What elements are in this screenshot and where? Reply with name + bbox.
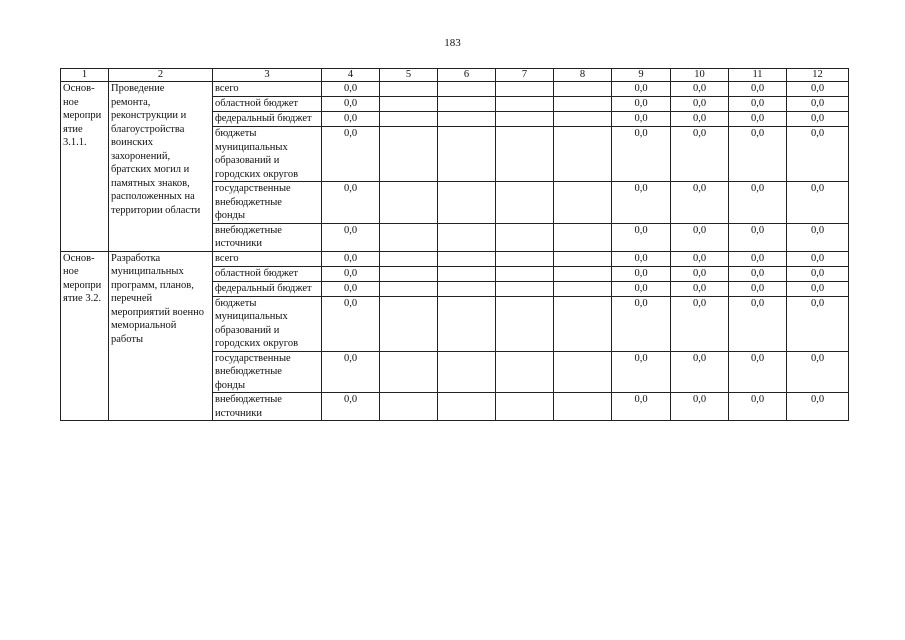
value-cell: 0,0 — [671, 281, 729, 296]
value-cell — [380, 97, 438, 112]
value-cell — [496, 223, 554, 251]
value-cell: 0,0 — [612, 112, 671, 127]
value-cell — [496, 182, 554, 224]
value-cell — [438, 266, 496, 281]
page-number: 183 — [444, 37, 461, 49]
value-cell: 0,0 — [671, 393, 729, 421]
value-cell — [496, 351, 554, 393]
value-cell — [380, 182, 438, 224]
funding-source: внебюджетные источники — [213, 393, 322, 421]
value-cell: 0,0 — [612, 82, 671, 97]
value-cell — [554, 296, 612, 351]
value-cell: 0,0 — [322, 223, 380, 251]
value-cell — [496, 82, 554, 97]
column-header: 1 — [61, 69, 109, 82]
value-cell — [554, 82, 612, 97]
measure-code: Основ- ное меропри ятие 3.2. — [61, 251, 109, 421]
value-cell: 0,0 — [787, 112, 849, 127]
measure-description: Разработка муниципальных программ, планов, перечней мероприятий военно мемориальной работы — [109, 251, 213, 421]
value-cell — [554, 182, 612, 224]
value-cell — [496, 296, 554, 351]
value-cell: 0,0 — [787, 182, 849, 224]
value-cell: 0,0 — [787, 223, 849, 251]
table-row — [61, 82, 849, 97]
value-cell: 0,0 — [612, 351, 671, 393]
value-cell: 0,0 — [322, 97, 380, 112]
value-cell — [380, 296, 438, 351]
measure-code: Основ- ное меропри ятие 3.1.1. — [61, 82, 109, 252]
value-cell — [438, 127, 496, 182]
value-cell: 0,0 — [729, 82, 787, 97]
value-cell: 0,0 — [671, 296, 729, 351]
value-cell: 0,0 — [671, 223, 729, 251]
value-cell — [438, 281, 496, 296]
value-cell — [438, 97, 496, 112]
value-cell: 0,0 — [612, 97, 671, 112]
value-cell — [496, 266, 554, 281]
value-cell: 0,0 — [671, 251, 729, 266]
value-cell: 0,0 — [729, 112, 787, 127]
value-cell: 0,0 — [612, 127, 671, 182]
value-cell: 0,0 — [322, 393, 380, 421]
funding-source: федеральный бюджет — [213, 112, 322, 127]
value-cell: 0,0 — [729, 296, 787, 351]
column-header: 3 — [213, 69, 322, 82]
value-cell: 0,0 — [787, 266, 849, 281]
value-cell: 0,0 — [322, 112, 380, 127]
value-cell — [554, 127, 612, 182]
value-cell — [380, 266, 438, 281]
value-cell: 0,0 — [322, 351, 380, 393]
value-cell — [380, 281, 438, 296]
value-cell: 0,0 — [612, 296, 671, 351]
value-cell — [380, 82, 438, 97]
funding-source: бюджеты муниципальных образований и городских округов — [213, 127, 322, 182]
value-cell — [438, 82, 496, 97]
funding-source: областной бюджет — [213, 266, 322, 281]
value-cell: 0,0 — [322, 182, 380, 224]
value-cell: 0,0 — [729, 127, 787, 182]
column-header: 11 — [729, 69, 787, 82]
table-row — [61, 251, 849, 266]
value-cell: 0,0 — [612, 266, 671, 281]
value-cell — [380, 251, 438, 266]
value-cell: 0,0 — [787, 393, 849, 421]
value-cell: 0,0 — [322, 127, 380, 182]
value-cell — [496, 281, 554, 296]
value-cell: 0,0 — [729, 251, 787, 266]
value-cell — [380, 393, 438, 421]
value-cell — [554, 266, 612, 281]
value-cell: 0,0 — [322, 266, 380, 281]
value-cell: 0,0 — [787, 351, 849, 393]
value-cell: 0,0 — [729, 182, 787, 224]
column-header: 2 — [109, 69, 213, 82]
value-cell: 0,0 — [322, 281, 380, 296]
value-cell — [554, 281, 612, 296]
value-cell: 0,0 — [729, 351, 787, 393]
value-cell: 0,0 — [671, 112, 729, 127]
column-header: 8 — [554, 69, 612, 82]
value-cell — [380, 223, 438, 251]
value-cell: 0,0 — [729, 97, 787, 112]
value-cell — [554, 97, 612, 112]
column-header: 12 — [787, 69, 849, 82]
funding-source: внебюджетные источники — [213, 223, 322, 251]
value-cell: 0,0 — [787, 82, 849, 97]
value-cell: 0,0 — [322, 82, 380, 97]
value-cell — [438, 296, 496, 351]
value-cell: 0,0 — [671, 97, 729, 112]
budget-table — [60, 68, 849, 421]
value-cell: 0,0 — [671, 266, 729, 281]
value-cell — [496, 251, 554, 266]
value-cell: 0,0 — [729, 393, 787, 421]
value-cell — [438, 251, 496, 266]
value-cell — [496, 112, 554, 127]
value-cell: 0,0 — [612, 281, 671, 296]
value-cell — [554, 351, 612, 393]
value-cell: 0,0 — [671, 182, 729, 224]
value-cell: 0,0 — [729, 281, 787, 296]
column-header: 10 — [671, 69, 729, 82]
value-cell — [496, 393, 554, 421]
value-cell: 0,0 — [612, 182, 671, 224]
funding-source: бюджеты муниципальных образований и городских округов — [213, 296, 322, 351]
value-cell — [554, 393, 612, 421]
measure-description: Проведение ремонта, реконструкции и благоустройства воинских захоронений, братских могил и памятных знаков, расположенных на территории области — [109, 82, 213, 252]
value-cell — [554, 223, 612, 251]
header-row — [61, 69, 849, 82]
column-header: 6 — [438, 69, 496, 82]
value-cell: 0,0 — [787, 97, 849, 112]
value-cell — [380, 127, 438, 182]
value-cell — [438, 112, 496, 127]
value-cell — [438, 182, 496, 224]
column-header: 9 — [612, 69, 671, 82]
value-cell — [496, 97, 554, 112]
funding-source: всего — [213, 251, 322, 266]
value-cell: 0,0 — [787, 127, 849, 182]
value-cell — [438, 351, 496, 393]
funding-source: федеральный бюджет — [213, 281, 322, 296]
column-header: 4 — [322, 69, 380, 82]
funding-source: государственные внебюджетные фонды — [213, 351, 322, 393]
value-cell — [380, 112, 438, 127]
funding-source: всего — [213, 82, 322, 97]
value-cell: 0,0 — [322, 251, 380, 266]
value-cell: 0,0 — [671, 351, 729, 393]
value-cell — [438, 393, 496, 421]
value-cell: 0,0 — [322, 296, 380, 351]
value-cell — [438, 223, 496, 251]
value-cell: 0,0 — [787, 296, 849, 351]
value-cell — [380, 351, 438, 393]
value-cell: 0,0 — [671, 127, 729, 182]
funding-source: государственные внебюджетные фонды — [213, 182, 322, 224]
value-cell: 0,0 — [612, 251, 671, 266]
value-cell — [554, 112, 612, 127]
value-cell — [554, 251, 612, 266]
value-cell: 0,0 — [787, 281, 849, 296]
value-cell: 0,0 — [787, 251, 849, 266]
column-header: 7 — [496, 69, 554, 82]
value-cell: 0,0 — [729, 266, 787, 281]
value-cell: 0,0 — [729, 223, 787, 251]
column-header: 5 — [380, 69, 438, 82]
value-cell: 0,0 — [612, 393, 671, 421]
value-cell: 0,0 — [612, 223, 671, 251]
funding-source: областной бюджет — [213, 97, 322, 112]
value-cell: 0,0 — [671, 82, 729, 97]
value-cell — [496, 127, 554, 182]
